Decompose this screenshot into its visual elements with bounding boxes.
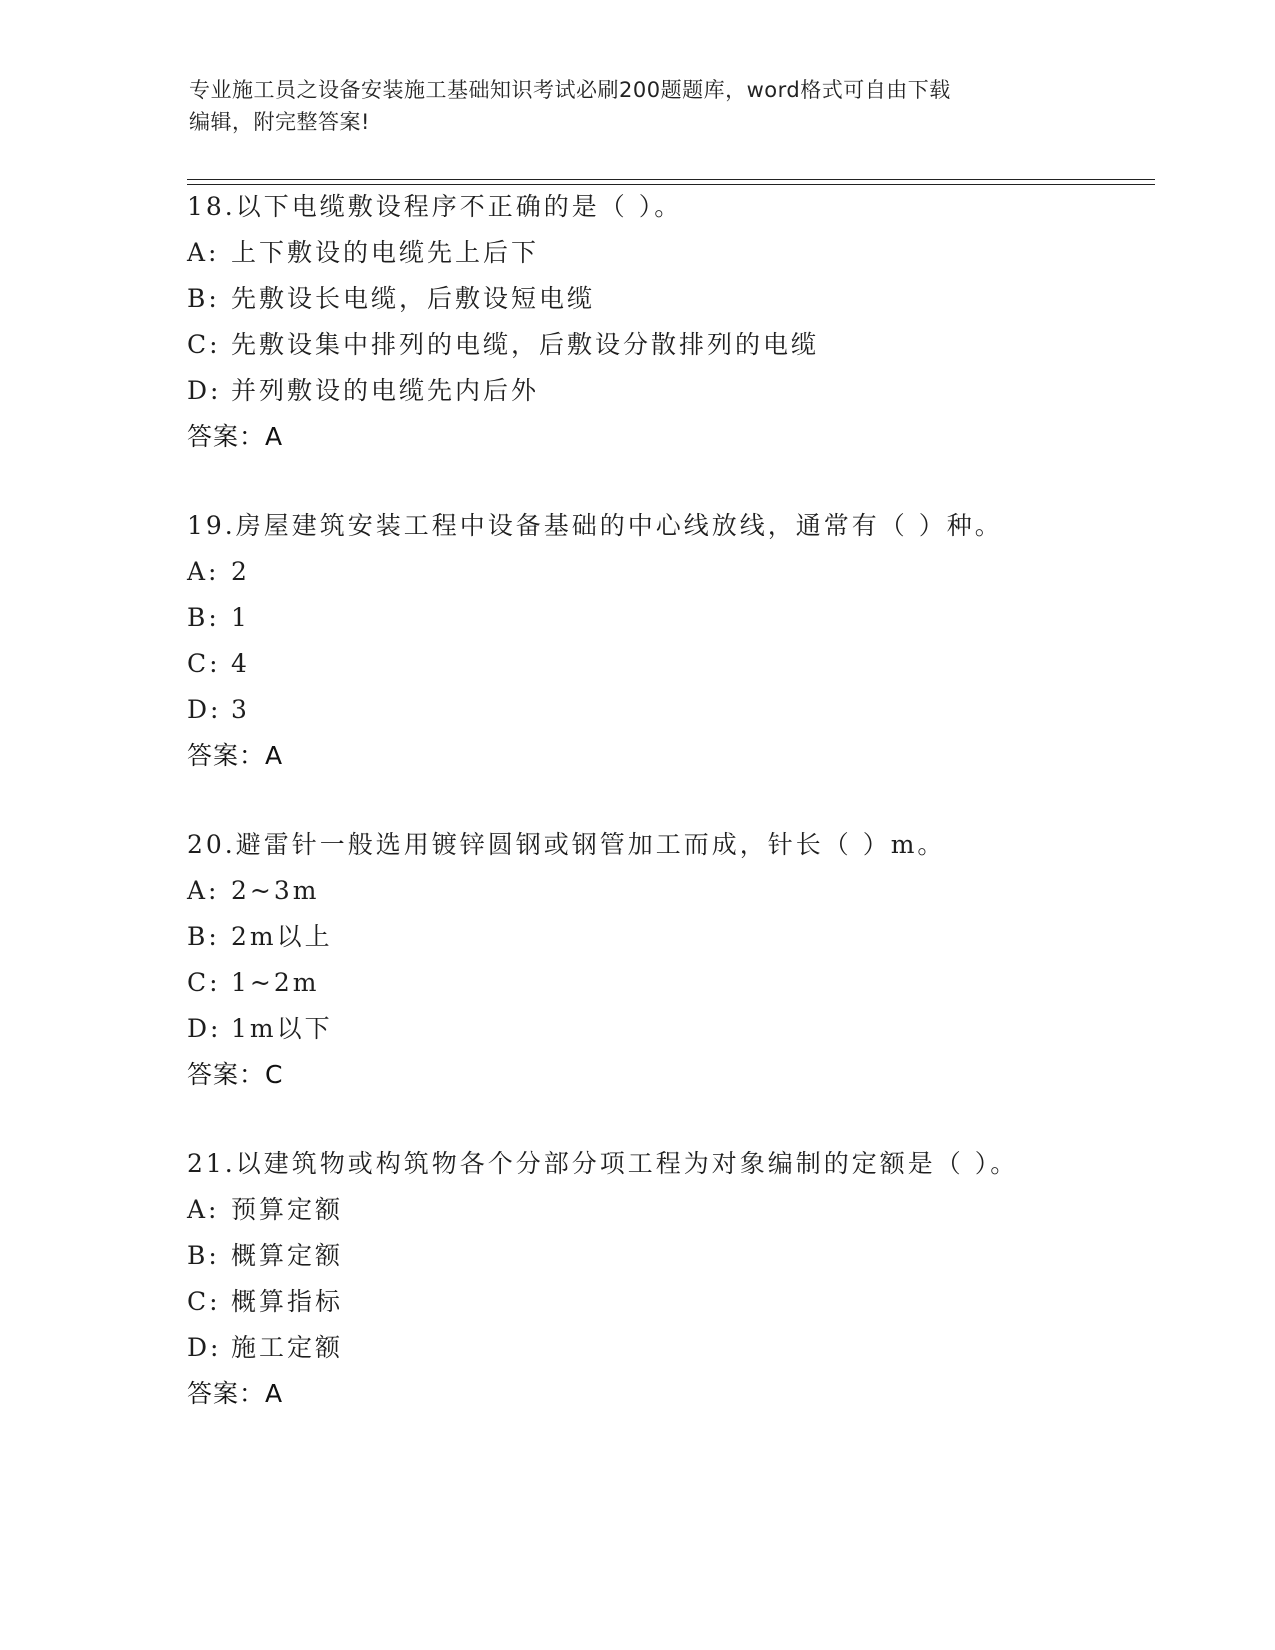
option-text: 上下敷设的电缆先上后下 bbox=[231, 238, 540, 267]
option-text: 4 bbox=[231, 649, 250, 678]
answer-line: 答案：A bbox=[187, 1379, 284, 1408]
header-line-1: 专业施工员之设备安装施工基础知识考试必刷200题题库，word格式可自由下载 bbox=[189, 78, 951, 102]
header-line-2: 编辑，附完整答案! bbox=[189, 110, 370, 134]
option-text: 先敷设集中排列的电缆，后敷设分散排列的电缆 bbox=[231, 330, 820, 359]
option-text: 2~3m bbox=[231, 876, 320, 905]
option-key: A: bbox=[187, 1195, 220, 1224]
option-text: 1~2m bbox=[231, 968, 320, 997]
option-b bbox=[187, 1233, 1147, 1279]
option-key: C: bbox=[187, 330, 221, 359]
option-c bbox=[187, 960, 1147, 1006]
option-b bbox=[187, 595, 1147, 641]
option-key: C: bbox=[187, 968, 221, 997]
option-key: D: bbox=[187, 1014, 222, 1043]
answer-line: 答案：A bbox=[187, 741, 284, 770]
question-18 bbox=[187, 184, 1147, 460]
option-key: B: bbox=[187, 284, 220, 313]
question-stem: 20.避雷针一般选用镀锌圆钢或钢管加工而成，针长（ ）m。 bbox=[187, 830, 946, 859]
option-text: 1 bbox=[231, 603, 250, 632]
option-text: 概算定额 bbox=[231, 1241, 344, 1270]
option-key: A: bbox=[187, 557, 220, 586]
option-text: 先敷设长电缆，后敷设短电缆 bbox=[231, 284, 596, 313]
option-a bbox=[187, 1187, 1147, 1233]
option-text: 2m以上 bbox=[231, 922, 333, 951]
option-key: A: bbox=[187, 876, 220, 905]
option-d bbox=[187, 1006, 1147, 1052]
option-text: 概算指标 bbox=[231, 1287, 344, 1316]
option-key: B: bbox=[187, 922, 220, 951]
option-d bbox=[187, 687, 1147, 733]
option-key: C: bbox=[187, 1287, 221, 1316]
option-b bbox=[187, 276, 1147, 322]
question-19 bbox=[187, 503, 1147, 779]
option-text: 2 bbox=[231, 557, 250, 586]
option-d bbox=[187, 368, 1147, 414]
answer-line: 答案：C bbox=[187, 1060, 284, 1089]
option-c bbox=[187, 641, 1147, 687]
option-text: 3 bbox=[231, 695, 250, 724]
option-key: B: bbox=[187, 1241, 220, 1270]
question-21 bbox=[187, 1141, 1147, 1417]
question-stem: 18.以下电缆敷设程序不正确的是（ ）。 bbox=[187, 192, 683, 221]
option-key: B: bbox=[187, 603, 220, 632]
option-b bbox=[187, 914, 1147, 960]
option-key: D: bbox=[187, 1333, 222, 1362]
option-text: 预算定额 bbox=[231, 1195, 344, 1224]
option-c bbox=[187, 1279, 1147, 1325]
option-a bbox=[187, 230, 1147, 276]
document-header bbox=[189, 74, 1089, 138]
answer-line: 答案：A bbox=[187, 422, 284, 451]
option-d bbox=[187, 1325, 1147, 1371]
option-a bbox=[187, 868, 1147, 914]
question-20 bbox=[187, 822, 1147, 1098]
question-stem: 19.房屋建筑安装工程中设备基础的中心线放线，通常有（ ）种。 bbox=[187, 511, 1003, 540]
option-a bbox=[187, 549, 1147, 595]
question-stem: 21.以建筑物或构筑物各个分部分项工程为对象编制的定额是（ ）。 bbox=[187, 1149, 1019, 1178]
option-text: 并列敷设的电缆先内后外 bbox=[231, 376, 540, 405]
option-text: 1m以下 bbox=[231, 1014, 333, 1043]
option-key: D: bbox=[187, 376, 222, 405]
option-text: 施工定额 bbox=[231, 1333, 344, 1362]
option-key: C: bbox=[187, 649, 221, 678]
option-key: D: bbox=[187, 695, 222, 724]
option-key: A: bbox=[187, 238, 220, 267]
option-c bbox=[187, 322, 1147, 368]
